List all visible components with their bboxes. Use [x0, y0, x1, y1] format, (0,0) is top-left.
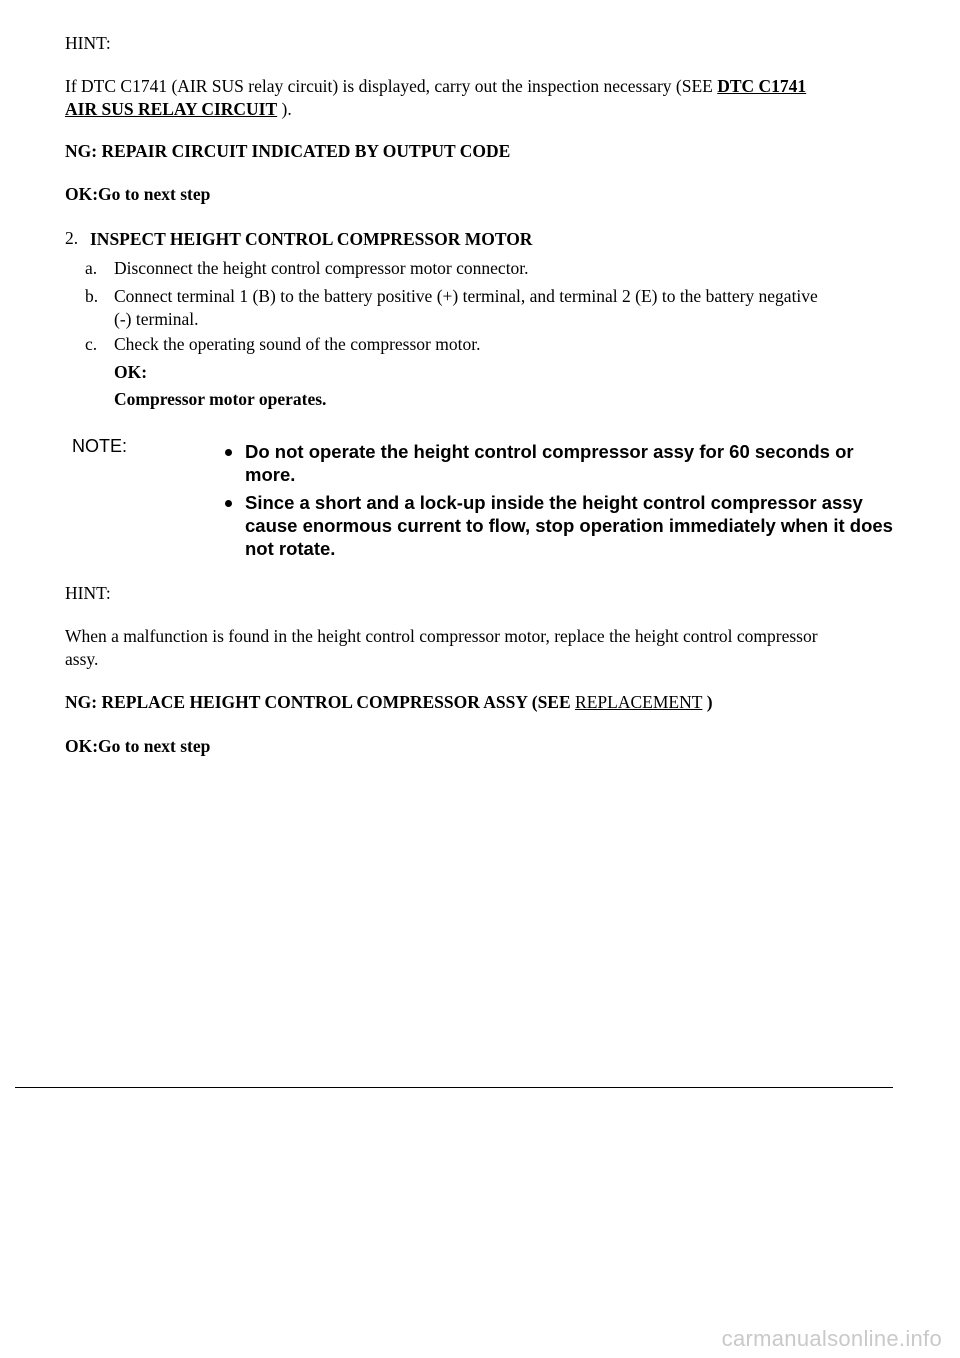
horizontal-divider [15, 1087, 893, 1088]
step-number: 2. [65, 228, 79, 248]
step-item-text: Disconnect the height control compressor motor connector. [114, 258, 529, 278]
bullet-icon [225, 449, 232, 456]
hint-text-paragraph [65, 75, 895, 121]
note-item [225, 440, 895, 486]
watermark-text: carmanualsonline.info [721, 1326, 942, 1351]
ng-replace-text-end: ) [702, 692, 713, 712]
note-item-text: Since a short and a lock-up inside the height control compressor assy cause enormous current to flow, stop operation immediately when it does not rotate. [245, 492, 893, 559]
ng-replace-compressor [65, 691, 895, 714]
note-label: NOTE: [72, 436, 128, 456]
step-item-b [85, 285, 845, 329]
dtc-c1741-link-line2: AIR SUS RELAY CIRCUIT [65, 99, 278, 119]
bullet-icon [225, 500, 232, 507]
step-item-text: Connect terminal 1 (B) to the battery positive (+) terminal, and terminal 2 (E) to the battery negative (-) terminal. [114, 286, 818, 329]
step-item-letter: b. [85, 286, 99, 306]
step-item-a [85, 257, 845, 280]
step-title: INSPECT HEIGHT CONTROL COMPRESSOR MOTOR [90, 229, 533, 249]
note-item [225, 491, 895, 560]
note-item-text: Do not operate the height control compressor assy for 60 seconds or more. [245, 441, 854, 485]
step-item-letter: c. [85, 334, 98, 354]
ng-replace-text: NG: REPLACE HEIGHT CONTROL COMPRESSOR ASSY (SEE [65, 692, 576, 712]
ng-repair-circuit: NG: REPAIR CIRCUIT INDICATED BY OUTPUT CODE [65, 141, 511, 161]
note-list [225, 440, 895, 565]
hint-label-2: HINT: [65, 583, 111, 603]
step-item-text: Check the operating sound of the compressor motor. [114, 334, 481, 354]
ok-value: Compressor motor operates. [114, 389, 327, 409]
hint-text-2: When a malfunction is found in the height control compressor motor, replace the height control compressor assy. [65, 626, 818, 669]
hint-label: HINT: [65, 33, 111, 53]
ok-next-step-1: OK:Go to next step [65, 184, 211, 204]
hint-text-end: ). [277, 99, 292, 119]
ok-label: OK: [114, 362, 148, 382]
replacement-link[interactable]: REPLACEMENT [575, 692, 703, 712]
step-item-letter: a. [85, 258, 98, 278]
ok-next-step-2: OK:Go to next step [65, 736, 211, 756]
dtc-c1741-link-line1: DTC C1741 [717, 76, 807, 96]
hint-text: If DTC C1741 (AIR SUS relay circuit) is displayed, carry out the inspection necessary (SEE [65, 76, 718, 96]
step-item-c [85, 333, 845, 356]
